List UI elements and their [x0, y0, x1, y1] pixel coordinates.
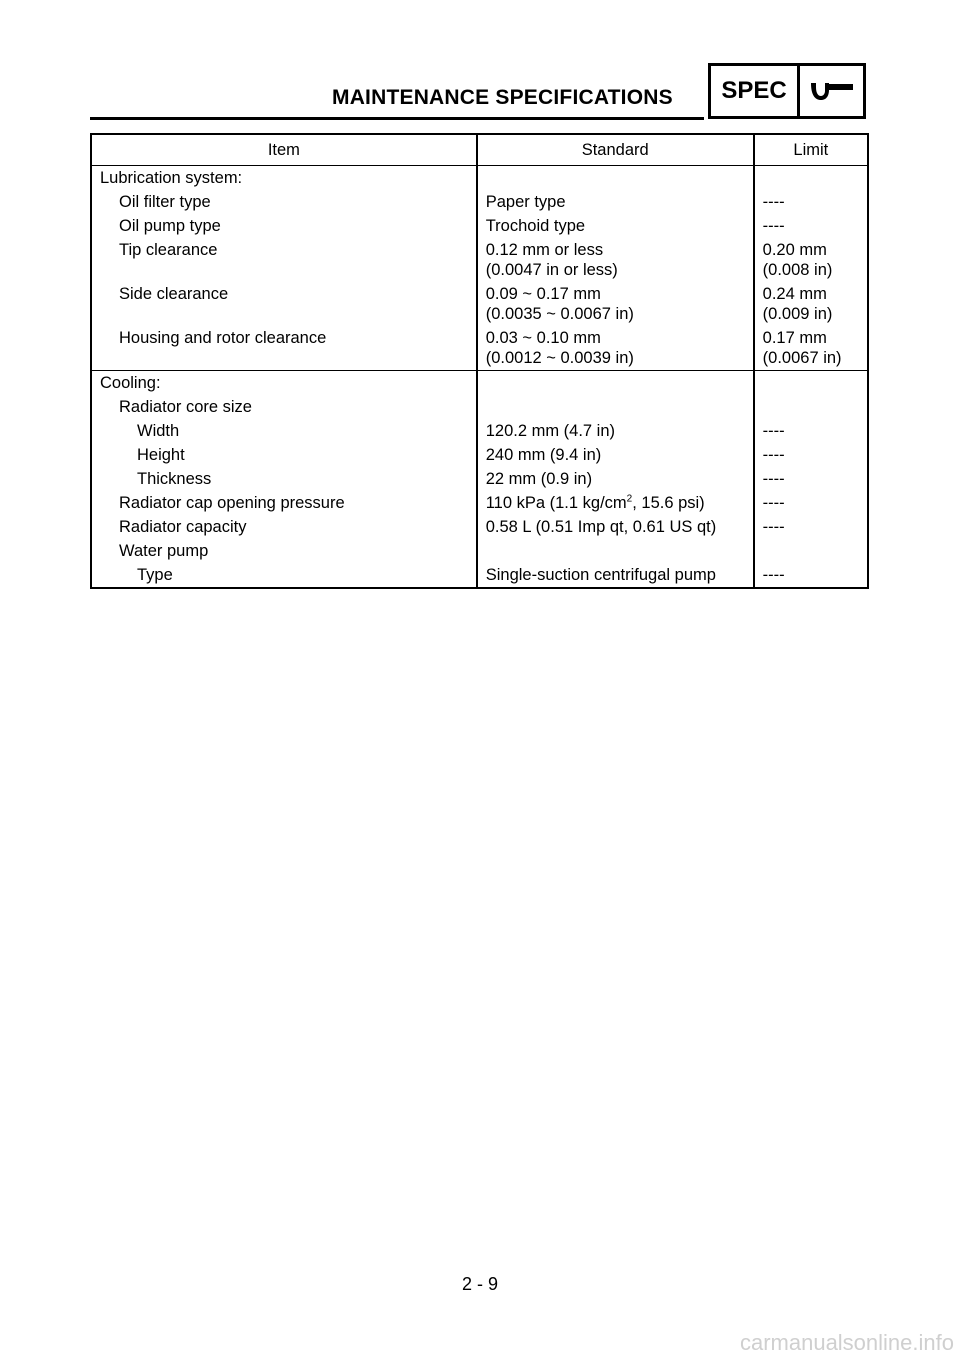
limit-cell: ----	[754, 190, 868, 214]
watermark: carmanualsonline.info	[739, 1330, 954, 1355]
item-cell: Width	[91, 419, 477, 443]
limit-imperial: (0.0067 in)	[762, 349, 842, 367]
table-row	[91, 166, 868, 191]
standard-cell	[477, 238, 754, 282]
limit-imperial: (0.008 in)	[762, 261, 833, 279]
standard-cell: 22 mm (0.9 in)	[477, 467, 754, 491]
column-header-item: Item	[91, 134, 477, 166]
standard-cell: Paper type	[477, 190, 754, 214]
limit-cell: ----	[754, 563, 868, 588]
subheading-water-pump: Water pump	[91, 539, 477, 563]
standard-metric: 0.09 ~ 0.17 mm	[485, 285, 601, 303]
standard-cell	[477, 491, 754, 515]
standard-cell	[477, 326, 754, 371]
item-cell: Housing and rotor clearance	[91, 326, 477, 371]
table-row	[91, 214, 868, 238]
table-row	[91, 238, 868, 282]
table-row	[91, 467, 868, 491]
standard-cell: 0.58 L (0.51 Imp qt, 0.61 US qt)	[477, 515, 754, 539]
limit-cell: ----	[754, 419, 868, 443]
column-header-limit: Limit	[754, 134, 868, 166]
table-row	[91, 190, 868, 214]
standard-cell: 120.2 mm (4.7 in)	[477, 419, 754, 443]
standard-imperial: (0.0012 ~ 0.0039 in)	[485, 349, 634, 367]
table-row	[91, 515, 868, 539]
section-heading-lubrication: Lubrication system:	[91, 166, 477, 191]
table-row	[91, 371, 868, 396]
table-row	[91, 563, 868, 588]
limit-cell	[754, 282, 868, 326]
table-row	[91, 419, 868, 443]
limit-cell: ----	[754, 214, 868, 238]
superscript-2: 2	[626, 493, 633, 505]
limit-metric: 0.20 mm	[762, 241, 827, 259]
standard-metric: 0.03 ~ 0.10 mm	[485, 329, 601, 347]
table-row	[91, 326, 868, 371]
item-cell: Oil pump type	[91, 214, 477, 238]
spec-badge-label: SPEC	[711, 66, 800, 116]
page-title: MAINTENANCE SPECIFICATIONS	[332, 86, 673, 109]
standard-cell: Trochoid type	[477, 214, 754, 238]
item-cell: Oil filter type	[91, 190, 477, 214]
standard-imperial: (0.0035 ~ 0.0067 in)	[485, 305, 634, 323]
limit-cell: ----	[754, 467, 868, 491]
standard-text-b: , 15.6 psi)	[632, 494, 705, 512]
limit-metric: 0.24 mm	[762, 285, 827, 303]
standard-imperial: (0.0047 in or less)	[485, 261, 618, 279]
item-cell: Height	[91, 443, 477, 467]
standard-metric: 0.12 mm or less	[485, 241, 604, 259]
item-cell: Type	[91, 563, 477, 588]
limit-cell	[754, 238, 868, 282]
item-cell: Thickness	[91, 467, 477, 491]
section-heading-cooling: Cooling:	[91, 371, 477, 396]
limit-cell: ----	[754, 515, 868, 539]
limit-cell: ----	[754, 443, 868, 467]
limit-cell: ----	[754, 491, 868, 515]
limit-imperial: (0.009 in)	[762, 305, 833, 323]
page-number: 2 - 9	[461, 1274, 499, 1294]
limit-metric: 0.17 mm	[762, 329, 827, 347]
limit-cell	[754, 326, 868, 371]
item-cell: Radiator cap opening pressure	[91, 491, 477, 515]
table-row	[91, 282, 868, 326]
item-cell: Radiator capacity	[91, 515, 477, 539]
column-header-standard: Standard	[477, 134, 754, 166]
table-row	[91, 539, 868, 563]
standard-cell: Single-suction centrifugal pump	[477, 563, 754, 588]
standard-cell	[477, 282, 754, 326]
item-cell: Side clearance	[91, 282, 477, 326]
table-header-row	[91, 134, 868, 166]
specifications-table	[90, 133, 869, 589]
standard-text-a: 110 kPa (1.1 kg/cm	[485, 494, 627, 512]
table-row	[91, 395, 868, 419]
wrench-icon	[800, 66, 863, 116]
item-cell: Tip clearance	[91, 238, 477, 282]
table-row	[91, 443, 868, 467]
spec-badge	[708, 63, 866, 119]
subheading-radiator-core-size: Radiator core size	[91, 395, 477, 419]
header-rule	[90, 117, 704, 120]
standard-cell: 240 mm (9.4 in)	[477, 443, 754, 467]
table-row	[91, 491, 868, 515]
